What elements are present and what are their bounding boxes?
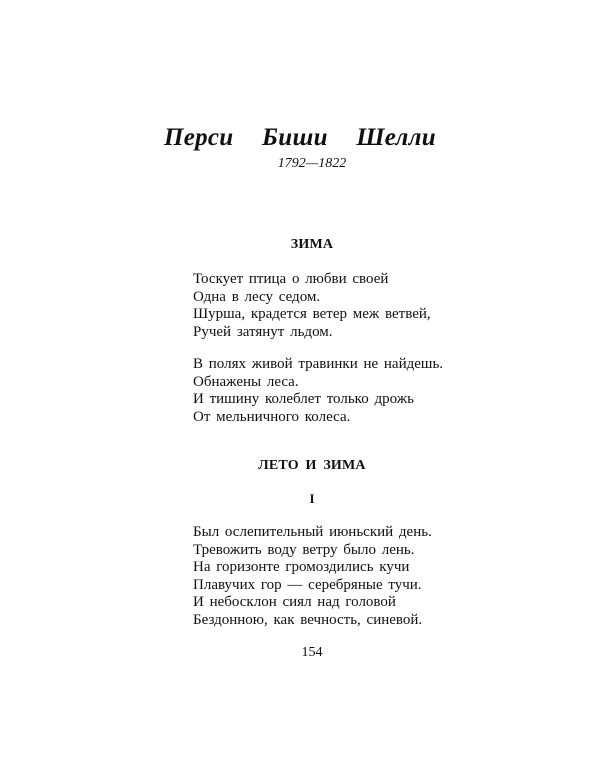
poem-line: Тревожить воду ветру было лень. <box>193 541 415 558</box>
poem-line: Шурша, крадется ветер меж ветвей, <box>193 306 431 322</box>
page-number: 154 <box>301 645 323 660</box>
poem-line: Бездонною, как вечность, синевой. <box>193 611 423 628</box>
poem-stanza <box>193 356 443 426</box>
poem-line: От мельничного колеса. <box>193 408 351 425</box>
poem-line: И небосклон сиял над головой <box>193 594 396 610</box>
poem-line: Обнажены леса. <box>193 373 299 390</box>
poem-line: Плавучих гор — серебряные тучи. <box>193 576 422 593</box>
poem-stanza <box>193 271 431 341</box>
author-name: Перси Биши Шелли <box>163 124 437 151</box>
poem-line: И тишину колеблет только дрожь <box>193 391 414 407</box>
poem-title-summer-winter: ЛЕТО И ЗИМА <box>258 458 366 473</box>
poem-line: В полях живой травинки не найдешь. <box>193 356 444 372</box>
poem-line: Ручей затянут льдом. <box>193 323 333 340</box>
poem-line: Тоскует птица о любви своей <box>193 271 389 287</box>
poem-stanza <box>193 524 432 629</box>
section-number: I <box>309 491 315 506</box>
poem-title-winter: ЗИМА <box>290 237 334 252</box>
poem-line: Одна в лесу седом. <box>193 288 321 305</box>
poem-line: Был ослепительный июньский день. <box>193 524 432 540</box>
poem-line: На горизонте громоздились кучи <box>193 559 410 575</box>
author-years: 1792—1822 <box>277 156 347 171</box>
